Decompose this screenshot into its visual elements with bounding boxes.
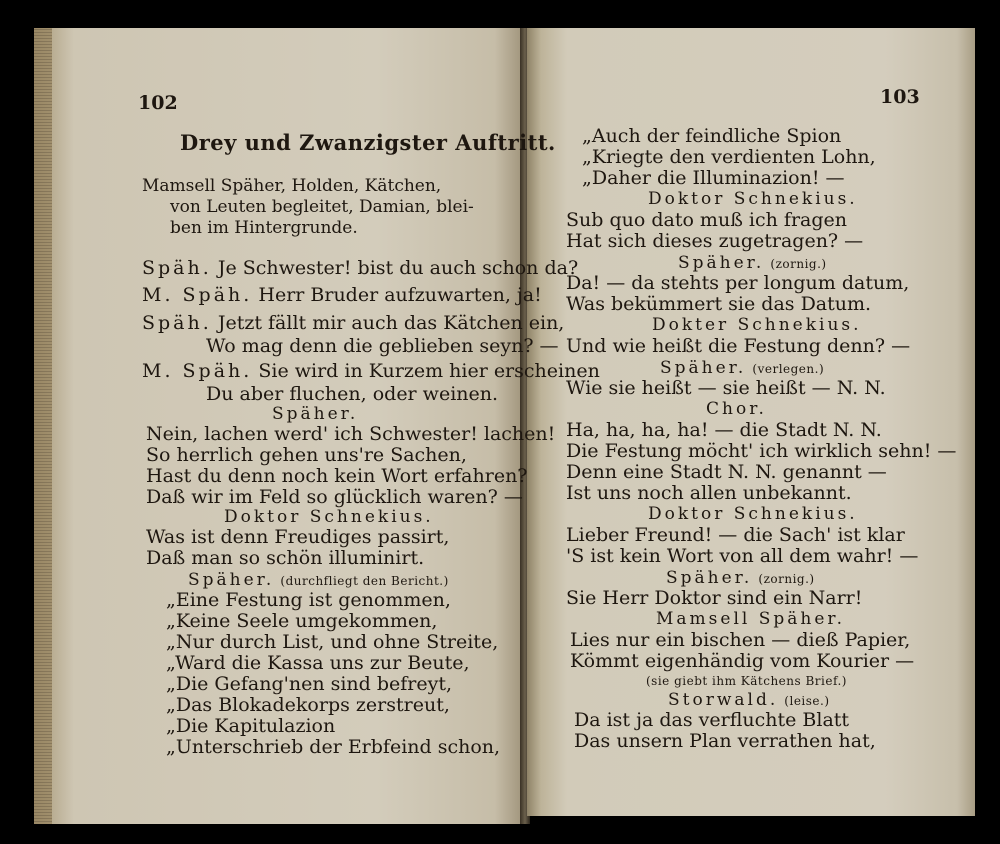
verse-line: „Eine Festung ist genommen,: [166, 589, 451, 611]
speaker-name: Späher.: [678, 253, 765, 273]
stage-direction-line: Mamsell Späher, Holden, Kätchen,: [142, 176, 442, 196]
verse-line: Sie Herr Doktor sind ein Narr!: [566, 587, 863, 609]
stage-note: (leise.): [784, 694, 830, 708]
speaker-name: M. Späh.: [142, 284, 253, 306]
verse-line: „Auch der feindliche Spion: [582, 125, 842, 147]
speaker-heading: Doktor Schnekius.: [648, 504, 858, 524]
stage-note: (zornig.): [770, 257, 827, 271]
verse-line: Sub quo dato muß ich fragen: [566, 209, 848, 231]
speaker-heading: Doktor Schnekius.: [648, 189, 858, 209]
page-number-left: 102: [138, 92, 178, 114]
verse-line: „Kriegte den verdienten Lohn,: [582, 146, 876, 168]
verse-line: „Nur durch List, und ohne Streite,: [166, 631, 499, 653]
stage-direction-line: von Leuten begleitet, Damian, blei-: [170, 197, 474, 217]
page-number-right: 103: [880, 86, 920, 108]
speaker-name: Späh.: [142, 312, 212, 334]
speaker-name: Späher.: [188, 570, 275, 590]
verse-line: Du aber fluchen, oder weinen.: [206, 383, 499, 405]
verse-line: Wo mag denn die geblieben seyn? —: [206, 335, 559, 357]
speaker-name: M. Späh.: [142, 360, 253, 382]
verse-line: Hast du denn noch kein Wort erfahren?: [146, 465, 528, 487]
verse-line: Ha, ha, ha, ha! — die Stadt N. N.: [566, 419, 882, 441]
stage-direction-line: ben im Hintergrunde.: [170, 218, 358, 238]
verse-line: Was bekümmert sie das Datum.: [566, 293, 872, 315]
verse-line: Da! — da stehts per longum datum,: [566, 272, 910, 294]
verse-text: Je Schwester! bist du auch schon da?: [217, 257, 579, 279]
stage-note: (sie giebt ihm Kätchens Brief.): [646, 674, 847, 688]
verse-line: Da ist ja das verfluchte Blatt: [574, 709, 850, 731]
verse-line: Was ist denn Freudiges passirt,: [146, 526, 450, 548]
speaker-heading: Späher.: [272, 404, 359, 424]
dialogue-line: [142, 360, 600, 382]
verse-line: „Keine Seele umgekommen,: [166, 610, 438, 632]
verse-line: So herrlich gehen uns're Sachen,: [146, 444, 467, 466]
speaker-name: Späh.: [142, 257, 212, 279]
speaker-name: Storwald.: [668, 690, 779, 710]
verse-text: Herr Bruder aufzuwarten, ja!: [258, 284, 542, 306]
stage-note: (zornig.): [758, 572, 815, 586]
stage-note: (durchfliegt den Bericht.): [280, 574, 449, 588]
dialogue-line: [142, 312, 564, 334]
verse-line: 'S ist kein Wort von all dem wahr! —: [566, 545, 919, 567]
verse-line: „Daher die Illuminazion! —: [582, 167, 845, 189]
speaker-heading: Dokter Schnekius.: [652, 315, 862, 335]
verse-line: Lieber Freund! — die Sach' ist klar: [566, 524, 905, 546]
verse-line: „Unterschrieb der Erbfeind schon,: [166, 736, 501, 758]
verse-text: Sie wird in Kurzem hier erscheinen: [258, 360, 600, 382]
verse-line: Das unsern Plan verrathen hat,: [574, 730, 876, 752]
verse-line: Daß man so schön illuminirt.: [146, 547, 425, 569]
page-edges: [34, 28, 52, 824]
verse-line: „Ward die Kassa uns zur Beute,: [166, 652, 470, 674]
dialogue-line: [142, 284, 542, 306]
speaker-name: Späher.: [660, 358, 747, 378]
verse-line: Die Festung möcht' ich wirklich sehn! —: [566, 440, 957, 462]
stage-note: (verlegen.): [752, 362, 825, 376]
verse-line: Nein, lachen werd' ich Schwester! lachen!: [146, 423, 556, 445]
speaker-name: Späher.: [666, 568, 753, 588]
dialogue-line: [142, 257, 578, 279]
verse-line: „Die Kapitulazion: [166, 715, 336, 737]
verse-line: Kömmt eigenhändig vom Kourier —: [570, 650, 915, 672]
verse-line: Denn eine Stadt N. N. genannt —: [566, 461, 887, 483]
verse-line: Daß wir im Feld so glücklich waren? —: [146, 486, 523, 508]
scene-heading: Drey und Zwanzigster Auftritt.: [180, 130, 556, 155]
verse-line: Wie sie heißt — sie heißt — N. N.: [566, 377, 886, 399]
verse-line: Lies nur ein bischen — dieß Papier,: [570, 629, 911, 651]
verse-line: Und wie heißt die Festung denn? —: [566, 335, 911, 357]
verse-text: Jetzt fällt mir auch das Kätchen ein,: [217, 312, 565, 334]
verse-line: Hat sich dieses zugetragen? —: [566, 230, 864, 252]
verse-line: „Die Gefang'nen sind befreyt,: [166, 673, 453, 695]
verse-line: „Das Blokadekorps zerstreut,: [166, 694, 450, 716]
speaker-heading: Doktor Schnekius.: [224, 507, 434, 527]
speaker-heading: Chor.: [706, 399, 767, 419]
speaker-heading: Mamsell Späher.: [656, 609, 846, 629]
verse-line: Ist uns noch allen unbekannt.: [566, 482, 852, 504]
